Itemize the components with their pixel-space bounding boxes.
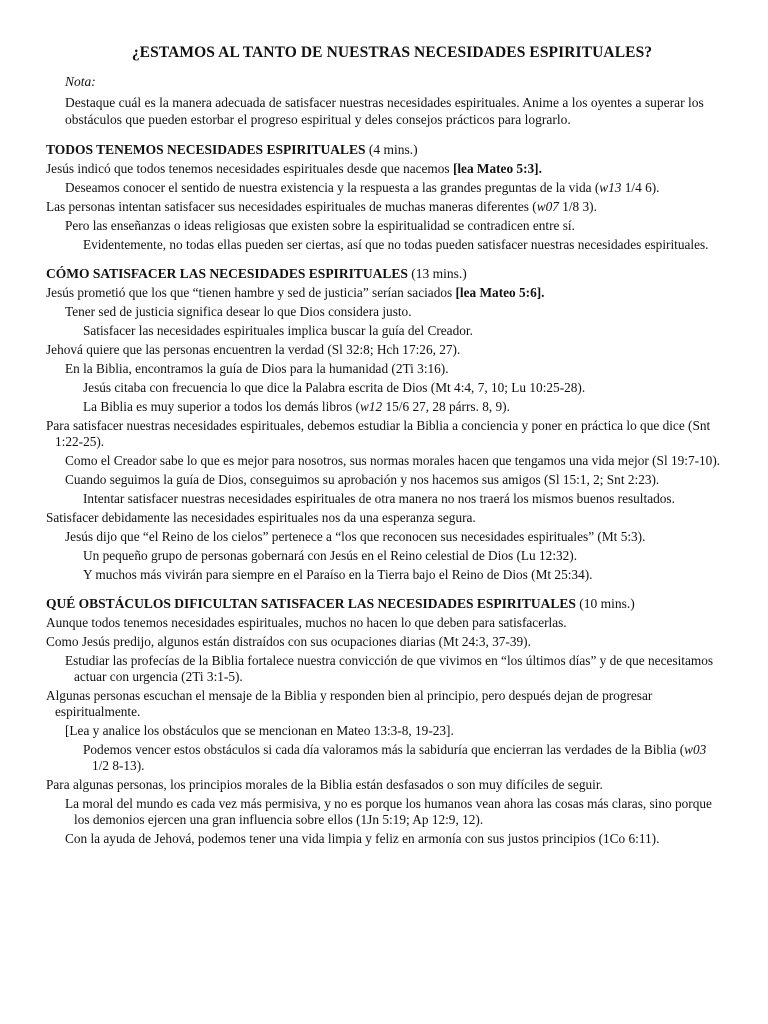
outline-point xyxy=(65,653,726,685)
document-title: ¿ESTAMOS AL TANTO DE NUESTRAS NECESIDADES ESPIRITUALES? xyxy=(131,44,653,61)
outline-point xyxy=(65,472,726,488)
point-text: Jesús prometió que los que “tienen hambre y sed de justicia” serían saciados xyxy=(46,285,456,300)
outline-point xyxy=(83,380,726,396)
point-text: Para satisfacer nuestras necesidades espirituales, debemos estudiar la Biblia a conciencia y poner en práctica lo que dice (Snt 1:22-25). xyxy=(46,418,711,449)
publication-ref: w07 xyxy=(536,199,559,214)
section-heading-text: QUÉ OBSTÁCULOS DIFICULTAN SATISFACER LAS NECESIDADES ESPIRITUALES xyxy=(46,596,576,611)
point-text: Para algunas personas, los principios morales de la Biblia están desfasados o son muy difíciles de seguir. xyxy=(46,777,603,792)
document-page xyxy=(46,44,726,859)
note-text: Destaque cuál es la manera adecuada de satisfacer nuestras necesidades espirituales. Anime a los oyentes a superar los obstáculos que pueden estorbar el progreso espiritual y deles consejos prácticos para lograrlo. xyxy=(65,95,704,127)
point-text: Estudiar las profecías de la Biblia fortalece nuestra convicción de que vivimos en “los últimos días” y de que necesitamos actuar con urgencia (2Ti 3:1-5). xyxy=(65,653,714,684)
point-text: Cuando seguimos la guía de Dios, conseguimos su aprobación y nos hacemos sus amigos (Sl 15:1, 2; Snt 2:23). xyxy=(65,472,660,487)
outline-section xyxy=(46,265,726,583)
outline-point xyxy=(46,777,726,793)
outline-point xyxy=(46,199,726,215)
point-text: Satisfacer las necesidades espirituales implica buscar la guía del Creador. xyxy=(83,323,473,338)
outline-point xyxy=(65,180,726,196)
scripture-reading: [lea Mateo 5:6]. xyxy=(455,285,545,300)
point-text: 1/8 3). xyxy=(558,199,597,214)
outline-point xyxy=(65,218,726,234)
point-text: 1/2 8-13). xyxy=(92,758,145,773)
outline-point xyxy=(83,237,726,253)
publication-ref: w13 xyxy=(599,180,622,195)
point-text: Podemos vencer estos obstáculos si cada día valoramos más la sabiduría que encierran las verdades de la Biblia ( xyxy=(83,742,685,757)
point-text: Un pequeño grupo de personas gobernará con Jesús en el Reino celestial de Dios (Lu 12:32). xyxy=(83,548,578,563)
point-text: La Biblia es muy superior a todos los demás libros ( xyxy=(83,399,360,414)
point-text: Las personas intentan satisfacer sus necesidades espirituales de muchas maneras diferentes ( xyxy=(46,199,537,214)
outline-point xyxy=(83,548,726,564)
outline-point xyxy=(46,510,726,526)
outline-section xyxy=(46,141,726,253)
section-heading xyxy=(46,595,726,612)
point-text: Intentar satisfacer nuestras necesidades espirituales de otra manera no nos traerá los mismos buenos resultados. xyxy=(83,491,675,506)
section-time: (13 mins.) xyxy=(411,266,467,281)
outline-sections xyxy=(46,141,726,847)
outline-point xyxy=(65,304,726,320)
point-text: Jesús citaba con frecuencia lo que dice la Palabra escrita de Dios (Mt 4:4, 7, 10; Lu 10:25-28). xyxy=(83,380,586,395)
outline-point xyxy=(46,418,726,450)
point-text: 1/4 6). xyxy=(621,180,660,195)
point-text: Tener sed de justicia significa desear lo que Dios considera justo. xyxy=(65,304,412,319)
outline-point xyxy=(65,453,726,469)
outline-point xyxy=(65,361,726,377)
outline-point xyxy=(46,615,726,631)
outline-section xyxy=(46,595,726,847)
publication-ref: w12 xyxy=(359,399,383,414)
point-text: Con la ayuda de Jehová, podemos tener una vida limpia y feliz en armonía con sus justos principios (1Co 6:11). xyxy=(65,831,660,846)
section-heading xyxy=(46,265,726,282)
point-text: [Lea y analice los obstáculos que se mencionan en Mateo 13:3-8, 19-23]. xyxy=(65,723,454,738)
outline-point xyxy=(46,161,726,177)
point-text: Evidentemente, no todas ellas pueden ser ciertas, así que no todas pueden satisfacer nuestras necesidades espirituales. xyxy=(83,237,709,252)
point-text: Jesús dijo que “el Reino de los cielos” pertenece a “los que reconocen sus necesidades espirituales” (Mt 5:3). xyxy=(65,529,646,544)
point-text: Y muchos más vivirán para siempre en el Paraíso en la Tierra bajo el Reino de Dios (Mt 25:34). xyxy=(83,567,593,582)
point-text: Como Jesús predijo, algunos están distraídos con sus ocupaciones diarias (Mt 24:3, 37-39). xyxy=(46,634,531,649)
outline-point xyxy=(83,567,726,583)
outline-point xyxy=(65,831,726,847)
outline-point xyxy=(65,723,726,739)
point-text: 15/6 27, 28 párrs. 8, 9). xyxy=(382,399,510,414)
point-text: En la Biblia, encontramos la guía de Dios para la humanidad (2Ti 3:16). xyxy=(65,361,449,376)
note-label: Nota: xyxy=(65,74,96,89)
outline-point xyxy=(46,688,726,720)
point-text: Satisfacer debidamente las necesidades espirituales nos da una esperanza segura. xyxy=(46,510,476,525)
point-text: Aunque todos tenemos necesidades espirituales, muchos no hacen lo que deben para satisfacerlas. xyxy=(46,615,567,630)
scripture-reading: [lea Mateo 5:3]. xyxy=(452,161,542,176)
point-text: Jesús indicó que todos tenemos necesidades espirituales desde que nacemos xyxy=(46,161,453,176)
outline-point xyxy=(46,285,726,301)
outline-point xyxy=(46,342,726,358)
outline-point xyxy=(83,491,726,507)
point-text: La moral del mundo es cada vez más permisiva, y no es porque los humanos vean ahora las cosas más claras, sino porque los demonios ejercen una gran influencia sobre ellos (1Jn 5:19; Ap 12:9, 12). xyxy=(65,796,712,827)
outline-point xyxy=(65,529,726,545)
outline-point xyxy=(83,323,726,339)
point-text: Jehová quiere que las personas encuentren la verdad (Sl 32:8; Hch 17:26, 27). xyxy=(46,342,461,357)
section-time: (4 mins.) xyxy=(368,142,418,157)
outline-point xyxy=(46,634,726,650)
outline-point xyxy=(83,399,726,415)
section-heading-text: TODOS TENEMOS NECESIDADES ESPIRITUALES xyxy=(46,142,366,157)
point-text: Deseamos conocer el sentido de nuestra existencia y la respuesta a las grandes preguntas de la vida ( xyxy=(65,180,600,195)
point-text: Algunas personas escuchan el mensaje de la Biblia y responden bien al principio, pero después dejan de progresar espiritualmente. xyxy=(46,688,653,719)
point-text: Pero las enseñanzas o ideas religiosas que existen sobre la espiritualidad se contradicen entre sí. xyxy=(65,218,575,233)
outline-point xyxy=(65,796,726,828)
outline-point xyxy=(83,742,726,774)
publication-ref: w03 xyxy=(684,742,707,757)
point-text: Como el Creador sabe lo que es mejor para nosotros, sus normas morales hacen que tengamos una vida mejor (Sl 19:7-10). xyxy=(65,453,721,468)
section-time: (10 mins.) xyxy=(579,596,635,611)
section-heading xyxy=(46,141,726,158)
section-heading-text: CÓMO SATISFACER LAS NECESIDADES ESPIRITUALES xyxy=(46,266,408,281)
